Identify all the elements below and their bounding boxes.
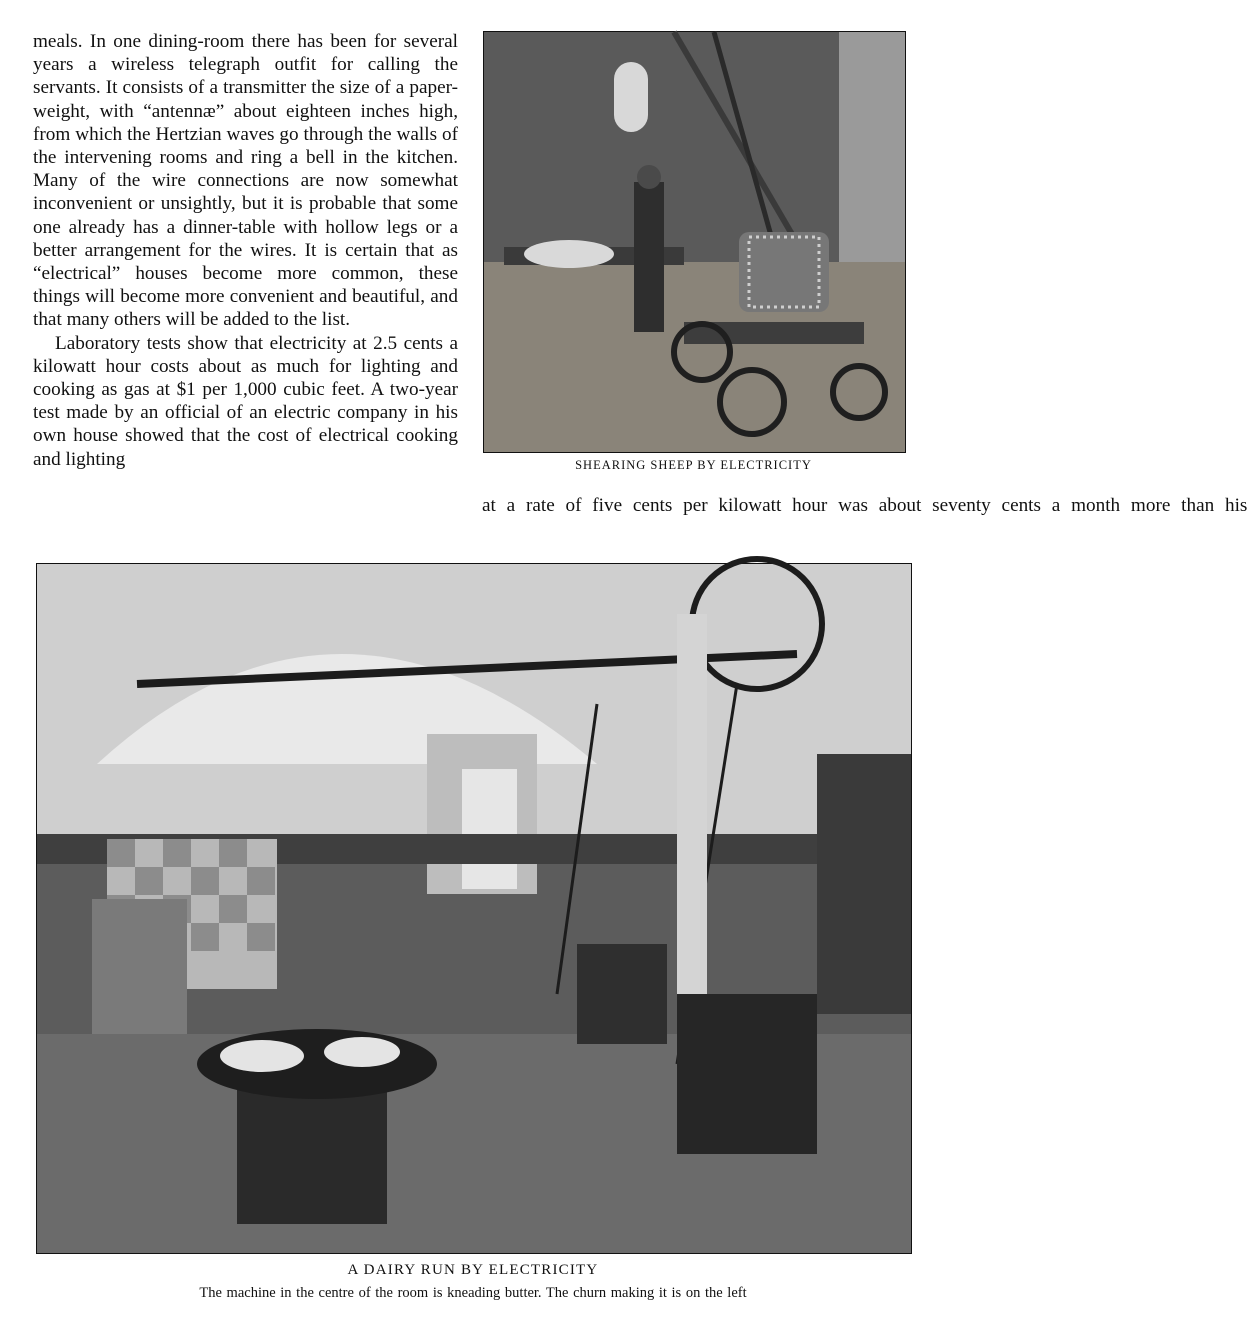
article-paragraph-2: Laboratory tests show that electricity at 2.5 cents a kilowatt hour costs about as much for lighting and cooking as gas at $1 per 1,000 cubic feet. A two-year test made by an official of an electric company in his own house showed that the cost of electrical cooking and lighting	[33, 332, 458, 470]
sheep-photo-caption: SHEARING SHEEP BY ELECTRICITY	[575, 458, 812, 472]
dairy-photo	[36, 563, 912, 1254]
dairy-photo-caption: The machine in the centre of the room is kneading butter. The churn making it is on the left	[199, 1285, 747, 1301]
article-paragraph-1: meals. In one dining-room there has been for several years a wireless telegraph outfit for calling the servants. It consists of a transmitter the size of a paper-weight, with “antennæ” about eighteen inches high, from which the Hertzian waves go through the walls of the intervening rooms and ring a bell in the kitchen. Many of the wire connections are now somewhat inconvenient or unsightly, but it is probable that some one already has a dinner-table with hollow legs or a better arrangement for the wires. It is certain that as “electrical” houses become more common, these things will become more convenient and beautiful, and that many others will be added to the list.	[33, 31, 458, 331]
continuation-text: at a rate of five cents per kilowatt hour was about seventy cents a month more than his	[482, 495, 1247, 516]
sheep-shearing-photo	[483, 31, 906, 453]
dairy-photo-title: A DAIRY RUN BY ELECTRICITY	[347, 1262, 599, 1278]
article-left-column	[33, 30, 458, 471]
article-right-continuation	[482, 494, 1247, 517]
